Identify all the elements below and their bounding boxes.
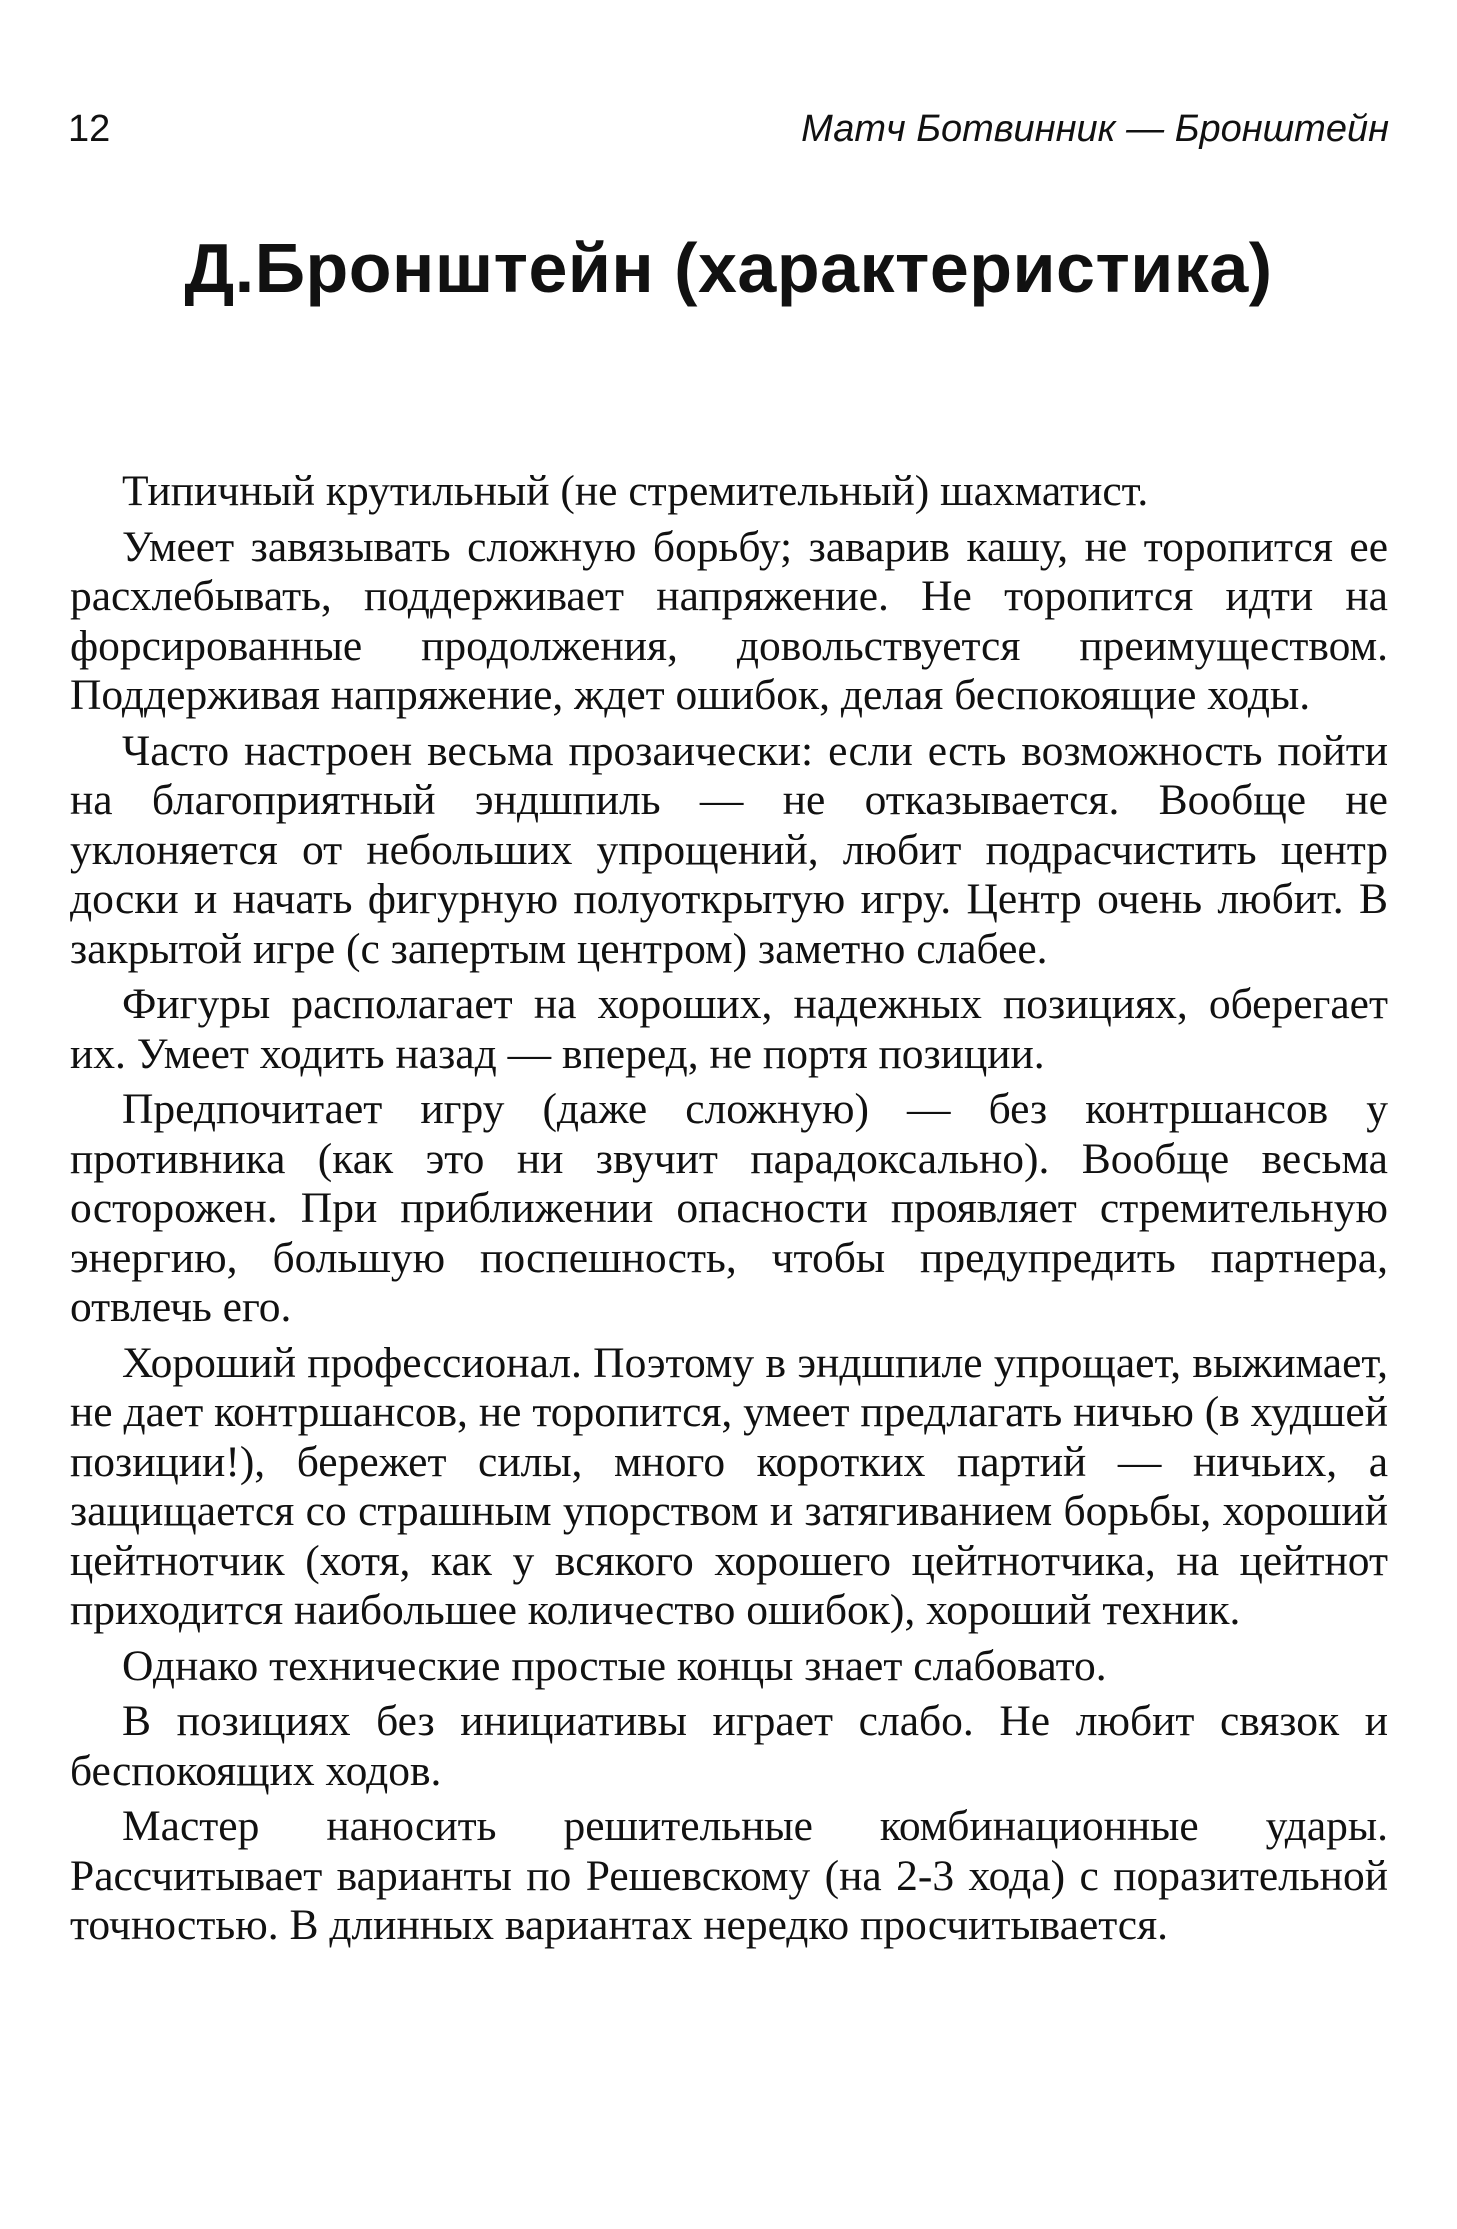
paragraph: В позициях без инициативы играет слабо. Не любит связок и беспокоящих ходов. [70,1697,1388,1795]
page-number: 12 [68,108,111,150]
paragraph: Мастер наносить решительные комбинационные удары. Рассчитывает варианты по Решевскому (на 2-3 хода) с поразительной точностью. В длинных вариантах нередко просчитывается. [70,1802,1388,1949]
chapter-title: Д.Бронштейн (характеристика) [184,229,1273,307]
paragraph: Хороший профессионал. Поэтому в эндшпиле упрощает, выжимает, не дает контршансов, не торопится, умеет предлагать ничью (в худшей позиции!), бережет силы, много коротких партий — ничьих, а защищается со страшным упорством и затягиванием борьбы, хороший цейтнотчик (хотя, как у всякого хорошего цейтнотчика, на цейтнот приходится наибольшее количество ошибок), хороший техник. [70,1338,1388,1634]
running-header [68,108,1389,158]
paragraph: Умеет завязывать сложную борьбу; заварив кашу, не торопится ее расхлебывать, поддерживает напряжение. Не торопится идти на форсированные продолжения, довольствуется преимуществом. Поддерживая напряжение, ждет ошибок, делая беспокоящие ходы. [70,522,1388,719]
paragraph: Однако технические простые концы знает слабовато. [122,1641,1107,1690]
paragraph: Часто настроен весьма прозаически: если есть возможность пойти на благоприятный эндшпиль — не отказывается. Вообще не уклоняется от небольших упрощений, любит подрасчистить центр доски и начать фигурную полуоткрытую игру. Центр очень любит. В закрытой игре (с запертым центром) заметно слабее. [70,726,1388,973]
running-title: Матч Ботвинник — Бронштейн [801,108,1389,150]
paragraph: Фигуры располагает на хороших, надежных позициях, оберегает их. Умеет ходить назад — вперед, не портя позиции. [70,980,1388,1078]
paragraph: Предпочитает игру (даже сложную) — без контршансов у противника (как это ни звучит парадоксально). Вообще весьма осторожен. При приближении опасности проявляет стремительную энергию, большую поспешность, чтобы предупредить партнера, отвлечь его. [70,1085,1388,1331]
body-text [70,467,1388,1951]
paragraph: Типичный крутильный (не стремительный) шахматист. [122,467,1149,515]
